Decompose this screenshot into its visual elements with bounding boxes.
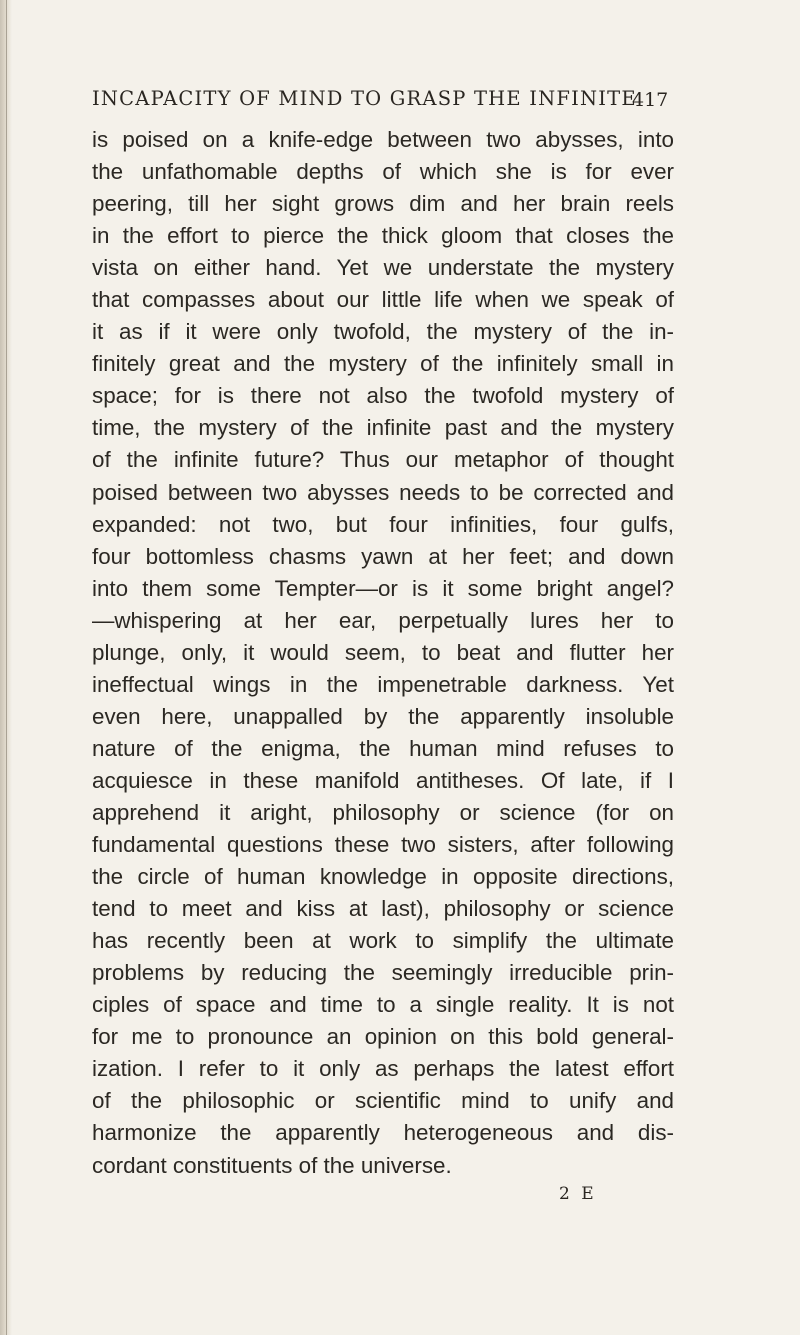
text-line: ineffectual wings in the impenetrable darkness. Yet bbox=[92, 671, 674, 697]
text-line: into them some Tempter—or is it some bright angel? bbox=[92, 575, 674, 601]
text-line: the unfathomable depths of which she is for ever bbox=[92, 159, 674, 185]
text-line: peering, till her sight grows dim and her brain reels bbox=[92, 191, 674, 217]
text-line: acquiesce in these manifold antitheses. Of late, if I bbox=[92, 767, 674, 793]
text-line: the circle of human knowledge in opposite directions, bbox=[92, 864, 674, 890]
text-line: that compasses about our little life when we speak of bbox=[92, 287, 674, 313]
text-line: nature of the enigma, the human mind refuses to bbox=[92, 735, 674, 761]
text-line: it as if it were only twofold, the mystery of the in- bbox=[92, 319, 674, 345]
text-line: —whispering at her ear, perpetually lures her to bbox=[92, 607, 674, 633]
text-line: four bottomless chasms yawn at her feet; and down bbox=[92, 543, 674, 569]
text-line: harmonize the apparently heterogeneous and dis- bbox=[92, 1120, 674, 1146]
text-line: ization. I refer to it only as perhaps the latest effort bbox=[92, 1056, 674, 1082]
text-line: poised between two abysses needs to be corrected and bbox=[92, 479, 674, 505]
text-line: time, the mystery of the infinite past and the mystery bbox=[92, 415, 674, 441]
body-text bbox=[92, 124, 674, 1182]
text-line: expanded: not two, but four infinities, four gulfs, bbox=[92, 511, 674, 537]
text-line: problems by reducing the seemingly irreducible prin- bbox=[92, 960, 674, 986]
text-line: plunge, only, it would seem, to beat and flutter her bbox=[92, 639, 674, 665]
text-line: even here, unappalled by the apparently insoluble bbox=[92, 703, 674, 729]
text-line: ciples of space and time to a single reality. It is not bbox=[92, 992, 674, 1018]
text-line: of the infinite future? Thus our metaphor of thought bbox=[92, 447, 674, 473]
text-line: has recently been at work to simplify the ultimate bbox=[92, 928, 674, 954]
signature-mark: 2 E bbox=[559, 1184, 597, 1204]
text-line: of the philosophic or scientific mind to unify and bbox=[92, 1088, 674, 1114]
page-number: 417 bbox=[632, 89, 669, 111]
binding-line bbox=[6, 0, 7, 1335]
text-line: is poised on a knife-edge between two abysses, into bbox=[92, 127, 674, 152]
text-line: finitely great and the mystery of the infinitely small in bbox=[92, 351, 674, 377]
text-line-last: cordant constituents of the universe. bbox=[92, 1152, 452, 1178]
running-head: INCAPACITY OF MIND TO GRASP THE INFINITE bbox=[92, 87, 637, 110]
text-line: space; for is there not also the twofold mystery of bbox=[92, 383, 674, 409]
text-line: for me to pronounce an opinion on this bold general- bbox=[92, 1024, 674, 1050]
text-line: tend to meet and kiss at last), philosophy or science bbox=[92, 896, 674, 922]
text-line: vista on either hand. Yet we understate the mystery bbox=[92, 255, 674, 281]
text-line: apprehend it aright, philosophy or science (for on bbox=[92, 799, 674, 825]
text-line: fundamental questions these two sisters, after following bbox=[92, 832, 674, 858]
text-line: in the effort to pierce the thick gloom that closes the bbox=[92, 223, 674, 249]
